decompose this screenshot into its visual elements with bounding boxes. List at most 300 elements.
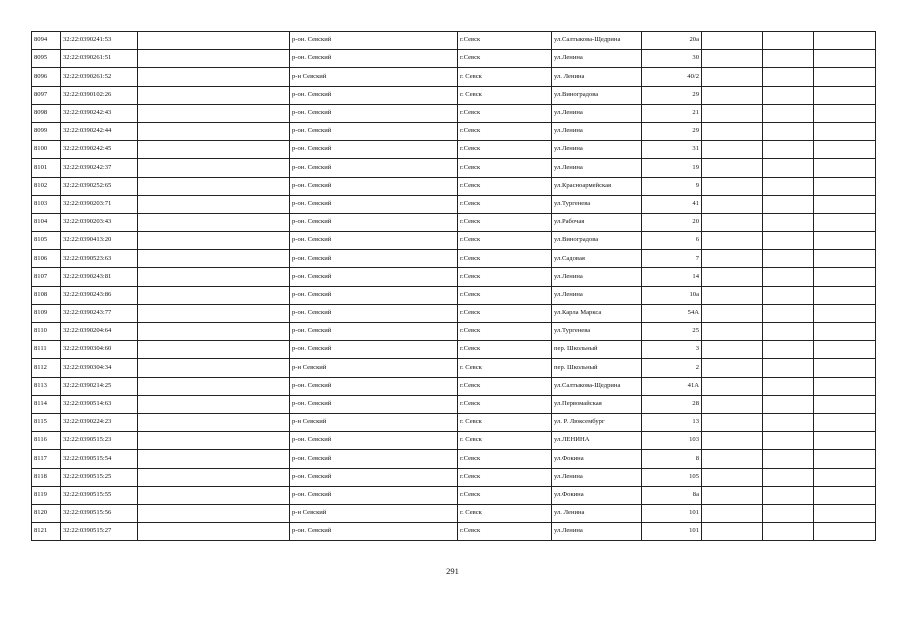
cadastral-number-cell: 32:22:0390243:77 xyxy=(61,304,138,322)
empty-cell xyxy=(138,68,290,86)
row-number-cell: 8096 xyxy=(32,68,61,86)
empty-cell xyxy=(138,468,290,486)
empty-cell xyxy=(702,232,763,250)
row-number-cell: 8110 xyxy=(32,323,61,341)
house-number-cell: 40/2 xyxy=(642,68,702,86)
empty-cell xyxy=(814,504,876,522)
house-number-cell: 14 xyxy=(642,268,702,286)
district-cell: р-он. Севский xyxy=(290,523,458,541)
city-cell: г.Севск xyxy=(458,177,552,195)
street-cell: ул.Ленина xyxy=(552,468,642,486)
street-cell: ул.Виноградова xyxy=(552,86,642,104)
cadastral-number-cell: 32:22:0390514:63 xyxy=(61,395,138,413)
cadastral-number-cell: 32:22:0390515:23 xyxy=(61,432,138,450)
street-cell: ул.Рабочая xyxy=(552,213,642,231)
table-row xyxy=(32,32,876,50)
district-cell: р-н Севский xyxy=(290,504,458,522)
empty-cell xyxy=(763,523,814,541)
house-number-cell: 19 xyxy=(642,159,702,177)
empty-cell xyxy=(814,159,876,177)
district-cell: р-он. Севский xyxy=(290,141,458,159)
cadastral-number-cell: 32:22:0390515:25 xyxy=(61,468,138,486)
register-body xyxy=(32,32,876,541)
district-cell: р-он. Севский xyxy=(290,122,458,140)
table-row xyxy=(32,177,876,195)
empty-cell xyxy=(138,177,290,195)
cadastral-number-cell: 32:22:0390241:53 xyxy=(61,32,138,50)
empty-cell xyxy=(138,32,290,50)
city-cell: г.Севск xyxy=(458,122,552,140)
empty-cell xyxy=(702,122,763,140)
empty-cell xyxy=(814,359,876,377)
street-cell: ул.Ленина xyxy=(552,141,642,159)
house-number-cell: 9 xyxy=(642,177,702,195)
empty-cell xyxy=(763,213,814,231)
row-number-cell: 8114 xyxy=(32,395,61,413)
empty-cell xyxy=(138,122,290,140)
empty-cell xyxy=(138,250,290,268)
row-number-cell: 8115 xyxy=(32,413,61,431)
house-number-cell: 13 xyxy=(642,413,702,431)
row-number-cell: 8099 xyxy=(32,122,61,140)
empty-cell xyxy=(814,304,876,322)
cadastral-number-cell: 32:22:0390242:37 xyxy=(61,159,138,177)
city-cell: г.Севск xyxy=(458,468,552,486)
city-cell: г.Севск xyxy=(458,159,552,177)
empty-cell xyxy=(763,486,814,504)
row-number-cell: 8101 xyxy=(32,159,61,177)
cadastral-number-cell: 32:22:0390523:63 xyxy=(61,250,138,268)
empty-cell xyxy=(814,141,876,159)
page-number: 291 xyxy=(446,566,459,576)
city-cell: г.Севск xyxy=(458,304,552,322)
district-cell: р-он. Севский xyxy=(290,268,458,286)
city-cell: г.Севск xyxy=(458,523,552,541)
empty-cell xyxy=(814,377,876,395)
street-cell: ул.ЛЕНИНА xyxy=(552,432,642,450)
city-cell: г.Севск xyxy=(458,195,552,213)
empty-cell xyxy=(138,504,290,522)
city-cell: г.Севск xyxy=(458,377,552,395)
city-cell: г.Севск xyxy=(458,395,552,413)
district-cell: р-он. Севский xyxy=(290,286,458,304)
district-cell: р-н Севский xyxy=(290,413,458,431)
empty-cell xyxy=(702,395,763,413)
table-row xyxy=(32,250,876,268)
table-row xyxy=(32,323,876,341)
cadastral-number-cell: 32:22:0390243:86 xyxy=(61,286,138,304)
empty-cell xyxy=(702,195,763,213)
district-cell: р-н Севский xyxy=(290,359,458,377)
table-row xyxy=(32,268,876,286)
table-row xyxy=(32,377,876,395)
empty-cell xyxy=(763,250,814,268)
street-cell: ул.Тургенева xyxy=(552,323,642,341)
row-number-cell: 8116 xyxy=(32,432,61,450)
empty-cell xyxy=(138,195,290,213)
district-cell: р-он. Севский xyxy=(290,323,458,341)
city-cell: г.Севск xyxy=(458,50,552,68)
table-row xyxy=(32,341,876,359)
empty-cell xyxy=(763,104,814,122)
row-number-cell: 8107 xyxy=(32,268,61,286)
city-cell: г.Севск xyxy=(458,141,552,159)
row-number-cell: 8104 xyxy=(32,213,61,231)
district-cell: р-н Севский xyxy=(290,68,458,86)
empty-cell xyxy=(702,268,763,286)
cadastral-number-cell: 32:22:0390515:55 xyxy=(61,486,138,504)
street-cell: ул.Ленина xyxy=(552,286,642,304)
street-cell: ул.Ленина xyxy=(552,50,642,68)
row-number-cell: 8112 xyxy=(32,359,61,377)
city-cell: г.Севск xyxy=(458,32,552,50)
house-number-cell: 31 xyxy=(642,141,702,159)
cadastral-number-cell: 32:22:0390102:26 xyxy=(61,86,138,104)
table-row xyxy=(32,86,876,104)
city-cell: г. Севск xyxy=(458,68,552,86)
empty-cell xyxy=(702,450,763,468)
empty-cell xyxy=(814,122,876,140)
empty-cell xyxy=(702,250,763,268)
street-cell: ул.Салтыкова-Щедрина xyxy=(552,32,642,50)
cadastral-number-cell: 32:22:0390242:45 xyxy=(61,141,138,159)
street-cell: ул.Ленина xyxy=(552,104,642,122)
street-cell: ул.Ленина xyxy=(552,159,642,177)
empty-cell xyxy=(763,468,814,486)
empty-cell xyxy=(814,486,876,504)
table-row xyxy=(32,141,876,159)
empty-cell xyxy=(702,323,763,341)
empty-cell xyxy=(814,32,876,50)
empty-cell xyxy=(763,50,814,68)
empty-cell xyxy=(763,377,814,395)
empty-cell xyxy=(702,486,763,504)
empty-cell xyxy=(702,286,763,304)
row-number-cell: 8119 xyxy=(32,486,61,504)
row-number-cell: 8106 xyxy=(32,250,61,268)
empty-cell xyxy=(702,413,763,431)
street-cell: ул.Фокина xyxy=(552,450,642,468)
empty-cell xyxy=(138,341,290,359)
row-number-cell: 8108 xyxy=(32,286,61,304)
house-number-cell: 29 xyxy=(642,86,702,104)
house-number-cell: 21 xyxy=(642,104,702,122)
empty-cell xyxy=(814,523,876,541)
row-number-cell: 8113 xyxy=(32,377,61,395)
district-cell: р-он. Севский xyxy=(290,468,458,486)
street-cell: пер. Школьный xyxy=(552,359,642,377)
empty-cell xyxy=(702,50,763,68)
empty-cell xyxy=(763,450,814,468)
street-cell: ул. Ленина xyxy=(552,68,642,86)
empty-cell xyxy=(702,432,763,450)
street-cell: ул.Карла Маркса xyxy=(552,304,642,322)
street-cell: ул.Фокина xyxy=(552,486,642,504)
empty-cell xyxy=(138,377,290,395)
table-row xyxy=(32,395,876,413)
row-number-cell: 8100 xyxy=(32,141,61,159)
street-cell: пер. Школьный xyxy=(552,341,642,359)
street-cell: ул.Ленина xyxy=(552,523,642,541)
city-cell: г.Севск xyxy=(458,486,552,504)
row-number-cell: 8111 xyxy=(32,341,61,359)
empty-cell xyxy=(702,523,763,541)
empty-cell xyxy=(702,104,763,122)
table-row xyxy=(32,104,876,122)
table-row xyxy=(32,504,876,522)
house-number-cell: 105 xyxy=(642,468,702,486)
cadastral-number-cell: 32:22:0390304:34 xyxy=(61,359,138,377)
empty-cell xyxy=(702,159,763,177)
city-cell: г.Севск xyxy=(458,323,552,341)
table-row xyxy=(32,359,876,377)
empty-cell xyxy=(814,450,876,468)
empty-cell xyxy=(138,523,290,541)
empty-cell xyxy=(702,86,763,104)
table-row xyxy=(32,450,876,468)
house-number-cell: 54А xyxy=(642,304,702,322)
street-cell: ул.Красноармейская xyxy=(552,177,642,195)
empty-cell xyxy=(763,122,814,140)
empty-cell xyxy=(763,177,814,195)
district-cell: р-он. Севский xyxy=(290,177,458,195)
empty-cell xyxy=(814,268,876,286)
empty-cell xyxy=(814,104,876,122)
street-cell: ул.Тургенева xyxy=(552,195,642,213)
empty-cell xyxy=(702,504,763,522)
empty-cell xyxy=(814,177,876,195)
row-number-cell: 8098 xyxy=(32,104,61,122)
street-cell: ул.Ленина xyxy=(552,122,642,140)
district-cell: р-он. Севский xyxy=(290,250,458,268)
city-cell: г.Севск xyxy=(458,250,552,268)
empty-cell xyxy=(138,304,290,322)
empty-cell xyxy=(702,141,763,159)
house-number-cell: 6 xyxy=(642,232,702,250)
table-row xyxy=(32,468,876,486)
cadastral-number-cell: 32:22:0390224:23 xyxy=(61,413,138,431)
house-number-cell: 41А xyxy=(642,377,702,395)
row-number-cell: 8097 xyxy=(32,86,61,104)
table-row xyxy=(32,232,876,250)
city-cell: г.Севск xyxy=(458,104,552,122)
house-number-cell: 20 xyxy=(642,213,702,231)
city-cell: г. Севск xyxy=(458,413,552,431)
property-register-table xyxy=(31,31,876,541)
house-number-cell: 29 xyxy=(642,122,702,140)
district-cell: р-он. Севский xyxy=(290,432,458,450)
cadastral-number-cell: 32:22:0390203:43 xyxy=(61,213,138,231)
table-row xyxy=(32,122,876,140)
district-cell: р-он. Севский xyxy=(290,395,458,413)
table-row xyxy=(32,159,876,177)
cadastral-number-cell: 32:22:0390261:52 xyxy=(61,68,138,86)
empty-cell xyxy=(138,159,290,177)
empty-cell xyxy=(814,286,876,304)
table-row xyxy=(32,304,876,322)
empty-cell xyxy=(763,432,814,450)
house-number-cell: 28 xyxy=(642,395,702,413)
empty-cell xyxy=(814,50,876,68)
empty-cell xyxy=(138,450,290,468)
cadastral-number-cell: 32:22:0390242:44 xyxy=(61,122,138,140)
empty-cell xyxy=(763,141,814,159)
cadastral-number-cell: 32:22:0390261:51 xyxy=(61,50,138,68)
empty-cell xyxy=(814,341,876,359)
street-cell: ул. Ленина xyxy=(552,504,642,522)
house-number-cell: 25 xyxy=(642,323,702,341)
empty-cell xyxy=(702,177,763,195)
empty-cell xyxy=(702,341,763,359)
row-number-cell: 8117 xyxy=(32,450,61,468)
house-number-cell: 2 xyxy=(642,359,702,377)
district-cell: р-он. Севский xyxy=(290,232,458,250)
empty-cell xyxy=(702,377,763,395)
district-cell: р-он. Севский xyxy=(290,486,458,504)
cadastral-number-cell: 32:22:0390304:60 xyxy=(61,341,138,359)
empty-cell xyxy=(138,395,290,413)
house-number-cell: 101 xyxy=(642,523,702,541)
house-number-cell: 41 xyxy=(642,195,702,213)
row-number-cell: 8121 xyxy=(32,523,61,541)
table-row xyxy=(32,68,876,86)
district-cell: р-он. Севский xyxy=(290,50,458,68)
empty-cell xyxy=(814,232,876,250)
empty-cell xyxy=(814,86,876,104)
house-number-cell: 8 xyxy=(642,450,702,468)
empty-cell xyxy=(138,286,290,304)
house-number-cell: 101 xyxy=(642,504,702,522)
table-row xyxy=(32,413,876,431)
row-number-cell: 8118 xyxy=(32,468,61,486)
empty-cell xyxy=(763,395,814,413)
house-number-cell: 3 xyxy=(642,341,702,359)
empty-cell xyxy=(763,286,814,304)
street-cell: ул. Р. Люксембург xyxy=(552,413,642,431)
city-cell: г.Севск xyxy=(458,268,552,286)
empty-cell xyxy=(138,432,290,450)
empty-cell xyxy=(702,32,763,50)
district-cell: р-он. Севский xyxy=(290,304,458,322)
cadastral-number-cell: 32:22:0390214:25 xyxy=(61,377,138,395)
city-cell: г. Севск xyxy=(458,504,552,522)
district-cell: р-он. Севский xyxy=(290,104,458,122)
cadastral-number-cell: 32:22:0390243:81 xyxy=(61,268,138,286)
district-cell: р-он. Севский xyxy=(290,377,458,395)
row-number-cell: 8105 xyxy=(32,232,61,250)
empty-cell xyxy=(763,159,814,177)
empty-cell xyxy=(763,232,814,250)
empty-cell xyxy=(138,104,290,122)
city-cell: г.Севск xyxy=(458,286,552,304)
city-cell: г.Севск xyxy=(458,213,552,231)
cadastral-number-cell: 32:22:0390515:27 xyxy=(61,523,138,541)
street-cell: ул.Виноградова xyxy=(552,232,642,250)
table-row xyxy=(32,50,876,68)
empty-cell xyxy=(138,86,290,104)
city-cell: г. Севск xyxy=(458,432,552,450)
empty-cell xyxy=(763,195,814,213)
row-number-cell: 8109 xyxy=(32,304,61,322)
cadastral-number-cell: 32:22:0390515:56 xyxy=(61,504,138,522)
empty-cell xyxy=(702,304,763,322)
empty-cell xyxy=(702,68,763,86)
street-cell: ул.Первомайская xyxy=(552,395,642,413)
street-cell: ул.Ленина xyxy=(552,268,642,286)
street-cell: ул.Салтыкова-Щедрина xyxy=(552,377,642,395)
empty-cell xyxy=(763,323,814,341)
empty-cell xyxy=(814,195,876,213)
district-cell: р-он. Севский xyxy=(290,341,458,359)
table-row xyxy=(32,213,876,231)
house-number-cell: 8а xyxy=(642,486,702,504)
street-cell: ул.Садовая xyxy=(552,250,642,268)
empty-cell xyxy=(763,68,814,86)
register-sheet xyxy=(31,31,876,541)
district-cell: р-он. Севский xyxy=(290,159,458,177)
empty-cell xyxy=(138,232,290,250)
empty-cell xyxy=(763,504,814,522)
cadastral-number-cell: 32:22:0390242:43 xyxy=(61,104,138,122)
empty-cell xyxy=(814,323,876,341)
empty-cell xyxy=(138,486,290,504)
row-number-cell: 8120 xyxy=(32,504,61,522)
district-cell: р-он. Севский xyxy=(290,213,458,231)
cadastral-number-cell: 32:22:0390515:54 xyxy=(61,450,138,468)
empty-cell xyxy=(138,50,290,68)
row-number-cell: 8103 xyxy=(32,195,61,213)
empty-cell xyxy=(763,413,814,431)
empty-cell xyxy=(814,213,876,231)
table-row xyxy=(32,432,876,450)
house-number-cell: 7 xyxy=(642,250,702,268)
cadastral-number-cell: 32:22:0390252:65 xyxy=(61,177,138,195)
city-cell: г. Севск xyxy=(458,86,552,104)
house-number-cell: 103 xyxy=(642,432,702,450)
house-number-cell: 30 xyxy=(642,50,702,68)
empty-cell xyxy=(814,395,876,413)
empty-cell xyxy=(138,141,290,159)
empty-cell xyxy=(763,359,814,377)
cadastral-number-cell: 32:22:0390203:71 xyxy=(61,195,138,213)
empty-cell xyxy=(702,213,763,231)
table-row xyxy=(32,486,876,504)
house-number-cell: 10а xyxy=(642,286,702,304)
house-number-cell: 20а xyxy=(642,32,702,50)
empty-cell xyxy=(763,304,814,322)
cadastral-number-cell: 32:22:0390413:20 xyxy=(61,232,138,250)
row-number-cell: 8094 xyxy=(32,32,61,50)
empty-cell xyxy=(702,359,763,377)
empty-cell xyxy=(763,341,814,359)
empty-cell xyxy=(763,86,814,104)
city-cell: г.Севск xyxy=(458,232,552,250)
district-cell: р-он. Севский xyxy=(290,450,458,468)
empty-cell xyxy=(763,268,814,286)
empty-cell xyxy=(814,468,876,486)
district-cell: р-он. Севский xyxy=(290,195,458,213)
empty-cell xyxy=(814,250,876,268)
table-row xyxy=(32,523,876,541)
city-cell: г.Севск xyxy=(458,341,552,359)
district-cell: р-он. Севский xyxy=(290,32,458,50)
empty-cell xyxy=(138,359,290,377)
empty-cell xyxy=(138,213,290,231)
district-cell: р-он. Севский xyxy=(290,86,458,104)
empty-cell xyxy=(702,468,763,486)
empty-cell xyxy=(763,32,814,50)
table-row xyxy=(32,286,876,304)
